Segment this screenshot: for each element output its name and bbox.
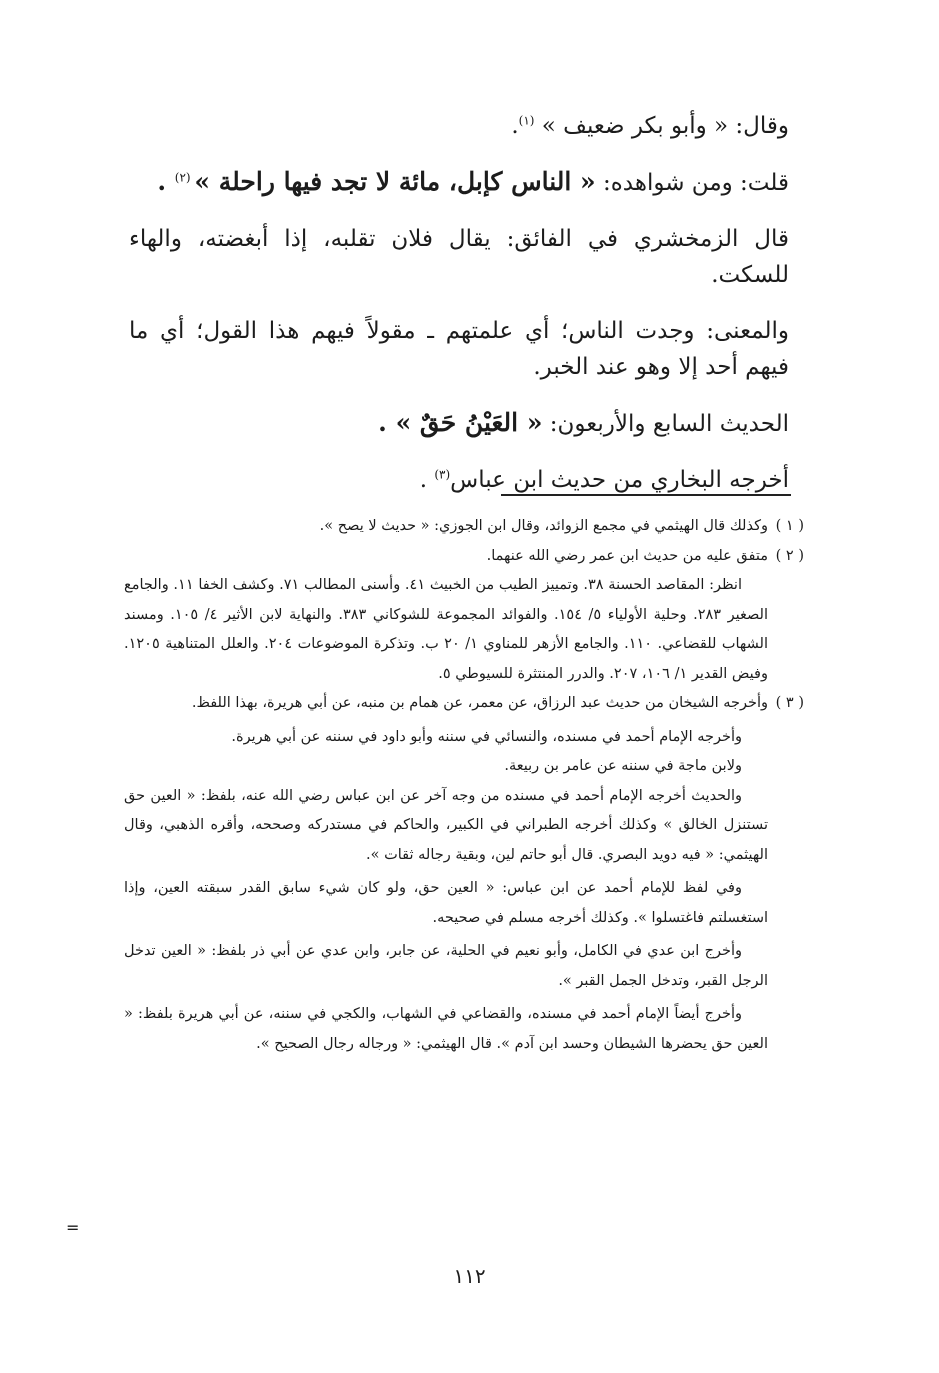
footnote-text: وأخرج أيضاً الإمام أحمد في مسنده، والقضاعي في الشهاب، والكجي في سننه، عن أبي هريرة بلفظ: « العين حق يحضرها الشيطان وحسد ابن آدم ». قال الهيثمي: « ورجاله رجال الصحيح ». bbox=[124, 1006, 768, 1052]
bold-quote: « الناس كإبل، مائة لا تجد فيها راحلة » bbox=[194, 167, 596, 196]
footnote-1 bbox=[124, 512, 804, 542]
paragraph-2 bbox=[129, 164, 789, 201]
paragraph-1 bbox=[129, 108, 789, 144]
paragraph-6 bbox=[129, 462, 789, 498]
paragraph-4: والمعنى: وجدت الناس؛ أي علمتهم ـ مقولاً فيهم هذا القول؛ أي ما فيهم أحد إلا وهو عند الخبر. bbox=[129, 318, 789, 380]
punctuation: . bbox=[378, 408, 396, 437]
footnote-number: ( ١ ) bbox=[775, 518, 804, 534]
punctuation: . bbox=[157, 167, 175, 196]
continuation-mark: = bbox=[66, 1218, 80, 1237]
footnote-text: وأخرج ابن عدي في الكامل، وأبو نعيم في الحلية، عن جابر، وابن عدي عن أبي ذر بلفظ: « العين تدخل الرجل القبر، وتدخل الجمل القبر ». bbox=[124, 943, 768, 989]
footnote-2 bbox=[124, 542, 804, 690]
footnote-ref: (٣) bbox=[434, 467, 451, 482]
footnote-text: انظر: المقاصد الحسنة ٣٨. وتمييز الطيب من الخبيث ٤١. وأسنى المطالب ٧١. وكشف الخفا ١١. والجامع الصغير ٢٨٣. وحلية الأولياء ٥/ ١٥٤. والفوائد المجموعة للشوكاني ٣٨٣. والنهاية لابن الأثير ٤/ ١٠٥. ومسند الشهاب للقضاعي. ١١٠. والجامع الأزهر للمناوي ١/ ٢٠ ب. وتذكرة الموضوعات ٢٠٤. والعلل المتناهية ١٢٠٥. وفيض القدير ١/ ١٠٦، ٢٠٧. والدرر المنتثرة للسيوطي ٥. bbox=[124, 577, 768, 682]
footnote-ref: (١) bbox=[518, 113, 535, 128]
footnote-text: وأخرجه الإمام أحمد في مسنده، والنسائي في سننه وأبو داود في سننه عن أبي هريرة. bbox=[231, 728, 742, 745]
paragraph-text: وقال: « وأبو بكر ضعيف » bbox=[534, 113, 789, 139]
paragraph-text: قلت: ومن شواهده: bbox=[595, 170, 789, 196]
paragraph-3: قال الزمخشري في الفائق: يقال فلان تقلبه، إذا أبغضته، والهاء للسكت. bbox=[129, 226, 789, 288]
footnote-number: ( ٣ ) bbox=[775, 695, 804, 711]
paragraph-5 bbox=[129, 405, 789, 442]
footnote-body bbox=[124, 689, 768, 1059]
footnote-text: وكذلك قال الهيثمي في مجمع الزوائد، وقال ابن الجوزي: « حديث لا يصح ». bbox=[319, 518, 768, 534]
paragraph-text: الحديث السابع والأربعون: bbox=[542, 411, 789, 437]
footnote-body bbox=[124, 542, 768, 690]
punctuation: . bbox=[511, 113, 519, 139]
footnote-text: وأخرجه الشيخان من حديث عبد الرزاق، عن معمر، عن همام بن منبه، عن أبي هريرة، بهذا اللفظ. bbox=[191, 695, 768, 711]
main-text bbox=[129, 108, 789, 518]
footnote-3 bbox=[124, 689, 804, 1059]
footnote-text: وفي لفظ للإمام أحمد عن ابن عباس: « العين حق، ولو كان شيء سابق القدر سبقته العين، وإذا استغسلتم فاغتسلوا ». وكذلك أخرجه مسلم في صحيحه. bbox=[124, 880, 768, 926]
punctuation: . bbox=[419, 467, 435, 493]
footnote-text: متفق عليه من حديث ابن عمر رضي الله عنهما. bbox=[486, 547, 768, 564]
footnote-text: ولابن ماجة في سننه عن عامر بن ربيعة. bbox=[504, 758, 742, 774]
footnote-separator bbox=[501, 494, 791, 496]
footnote-ref: (٢) bbox=[174, 170, 195, 185]
hadith-heading: « العَيْنُ حَقٌ » bbox=[395, 408, 543, 437]
footnote-number: ( ٢ ) bbox=[775, 547, 804, 564]
page-number: ١١٢ bbox=[453, 1264, 486, 1288]
footnotes bbox=[124, 512, 804, 1059]
footnote-body bbox=[124, 512, 768, 542]
footnote-text: والحديث أخرجه الإمام أحمد في مسنده من وجه آخر عن ابن عباس رضي الله عنه، بلفظ: « العين حق تستنزل الخالق » وكذلك أخرجه الطبراني في الكبير، والحاكم في مستدركه وصححه، وأقره الذهبي، وقال الهيثمي: « فيه دويد البصري. قال أبو حاتم لين، وبقية رجاله ثقات ». bbox=[124, 787, 768, 863]
paragraph-text: أخرجه البخاري من حديث ابن عباس bbox=[450, 467, 789, 493]
